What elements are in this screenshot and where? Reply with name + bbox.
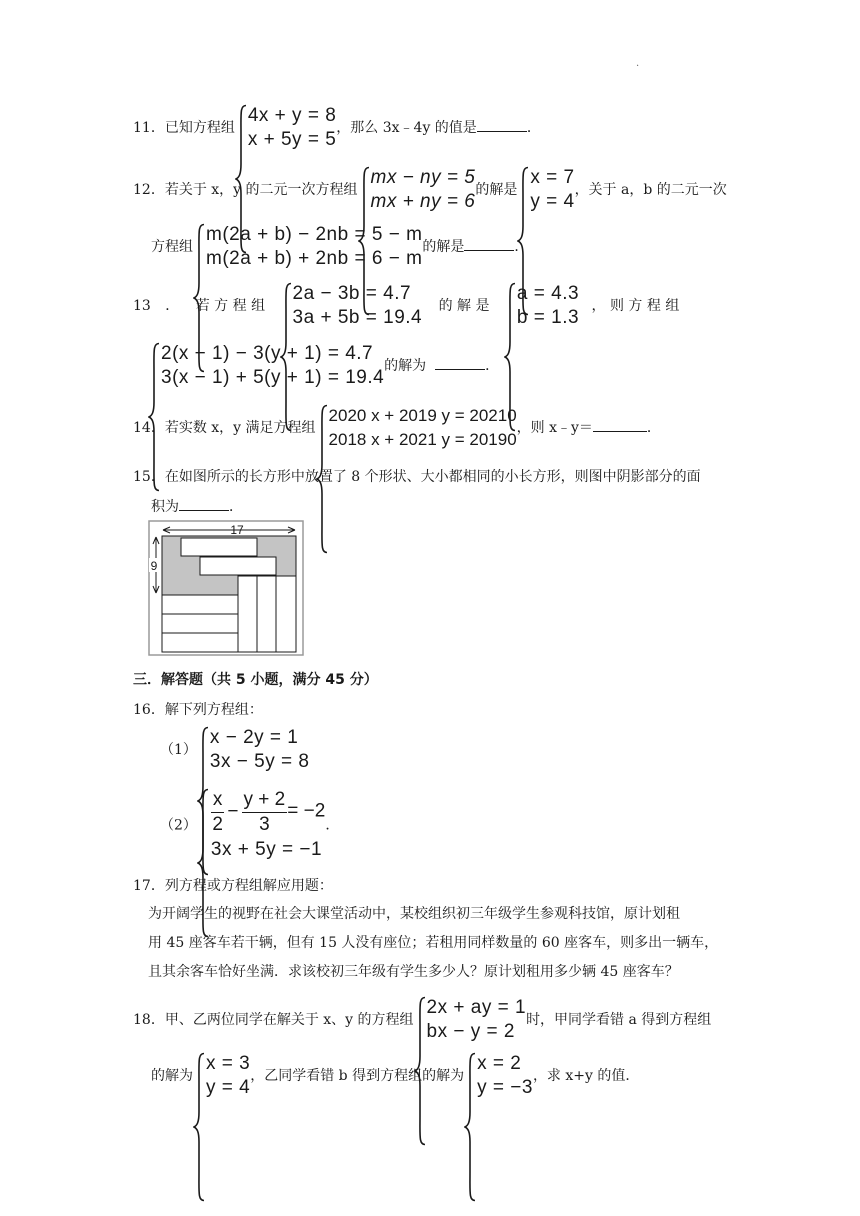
- equation-line: y = 4: [206, 1077, 251, 1098]
- question-12-line2: [151, 223, 528, 271]
- question-text: 在如图所示的长方形中放置了 8 个形状、大小都相同的小长方形，则图中阴影部分的面: [164, 469, 701, 485]
- equation-line: [211, 788, 325, 837]
- question-text: 若 方 程 组: [195, 298, 266, 314]
- question-end: ．: [514, 239, 529, 255]
- question-12: [133, 166, 727, 214]
- question-text: ，乙同学看错 b 得到方程组的解为: [250, 1068, 465, 1084]
- operator: −: [227, 800, 239, 822]
- paragraph-line: 用 45 座客车若干辆，但有 15 人没有座位；若租用同样数量的 60 座客车，则多出一辆车，: [148, 935, 719, 951]
- paragraph-line: 且其余客车恰好坐满．求该校初三年级有学生多少人？原计划租用多少辆 45 座客车？: [148, 964, 679, 980]
- question-text: ，求 x+y 的值．: [532, 1068, 640, 1084]
- question-18: [133, 996, 711, 1044]
- rectangle-figure: [148, 520, 304, 656]
- solution-system: [464, 1052, 533, 1100]
- equation-system: [280, 282, 423, 330]
- equation-line: b = 1.3: [516, 307, 580, 328]
- solution-system: [504, 282, 579, 330]
- question-text: 的解为: [151, 1068, 193, 1084]
- equation-system: [197, 788, 325, 863]
- question-number: 15．: [133, 469, 165, 485]
- question-text: ，那么 3x﹣4y 的值是: [336, 120, 477, 136]
- question-text: 时，甲同学看错 a 得到方程组: [526, 1012, 712, 1028]
- answer-blank[interactable]: [477, 119, 527, 132]
- equation-system: [148, 342, 384, 390]
- question-17: [133, 875, 333, 895]
- equation-system: [414, 996, 527, 1044]
- question-text: 甲、乙两位同学在解关于 x、y 的方程组: [164, 1012, 414, 1028]
- question-text: ， 则 方 程 组: [591, 298, 680, 314]
- question-number: 13: [133, 298, 151, 314]
- equation-line: x = 2: [477, 1053, 522, 1074]
- small-rectangle: [276, 576, 296, 652]
- equation-line: 4x + y = 8: [247, 105, 337, 126]
- question-end: ．: [229, 499, 243, 515]
- question-16: [133, 699, 263, 719]
- small-rectangle: [238, 576, 257, 652]
- equation-line: 2x + ay = 1: [426, 997, 527, 1018]
- equation-line: 2020 x + 2019 y = 20210: [328, 406, 517, 425]
- question-text: 解下列方程组：: [164, 702, 263, 718]
- question-text: 若实数 x，y 满足方程组: [164, 420, 316, 436]
- answer-blank[interactable]: [464, 238, 514, 251]
- question-number: 14．: [133, 420, 165, 436]
- equation-line: x − 2y = 1: [209, 727, 299, 748]
- equation-system: [235, 104, 336, 152]
- question-number: 11．: [133, 120, 165, 136]
- equation-line: mx − ny = 5: [370, 167, 476, 188]
- equation-line: 2a − 3b = 4.7: [292, 283, 412, 304]
- brace-icon: [464, 1052, 476, 1202]
- question-text: 的解是: [475, 182, 518, 198]
- question-15-line2: [151, 496, 243, 516]
- question-text: 方程组: [151, 239, 193, 255]
- equation-line: a = 4.3: [516, 283, 580, 304]
- question-number: 17．: [133, 878, 165, 894]
- equation-line: 3a + 5b = 19.4: [292, 307, 423, 328]
- question-11: [133, 104, 541, 152]
- question-text: ，关于 a，b 的二元一次: [574, 182, 727, 198]
- question-13: [133, 282, 679, 330]
- equation-line: bx − y = 2: [426, 1021, 515, 1042]
- equation-line: 3x − 5y = 8: [209, 751, 310, 772]
- equation-line: mx + ny = 6: [370, 191, 476, 212]
- solution-system: [193, 1052, 250, 1100]
- equation-system: [316, 404, 517, 452]
- question-15: [133, 466, 701, 486]
- section-title: 三．解答题（共 5 小题，满分 45 分）: [133, 672, 378, 688]
- equation-line: x = 7: [530, 167, 575, 188]
- equation-system: [193, 223, 422, 271]
- denominator: 2: [212, 814, 223, 835]
- equation-system: [197, 726, 310, 774]
- equation-line: 3(x − 1) + 5(y + 1) = 19.4: [161, 367, 385, 388]
- rhs: = −2: [287, 800, 326, 822]
- question-text: ，则 x﹣y＝: [516, 420, 593, 436]
- part-label: （2）: [160, 817, 197, 834]
- question-text: 的解为: [384, 358, 427, 374]
- part-label: （1）: [160, 742, 197, 758]
- question-number: 16．: [133, 702, 165, 718]
- fraction: [211, 788, 225, 837]
- brace-icon: [193, 1052, 205, 1202]
- question-text: 已知方程组: [164, 120, 235, 136]
- solution-system: [517, 166, 574, 214]
- question-18-line2: [151, 1052, 639, 1100]
- equation-line: x = 3: [206, 1053, 251, 1074]
- question-text: 积为: [151, 499, 179, 515]
- equation-line: 3x + 5y = −1: [210, 839, 323, 860]
- question-end: ．: [485, 358, 500, 374]
- fraction: [242, 788, 288, 837]
- question-13-line2: [148, 342, 499, 390]
- question-text: 的解是: [422, 239, 465, 255]
- small-rectangle: [257, 576, 276, 652]
- question-end: ．: [526, 120, 541, 136]
- small-rectangle: [162, 595, 238, 614]
- question-17-body: [148, 900, 738, 987]
- question-dot: ．: [165, 298, 180, 314]
- small-rectangle: [162, 614, 238, 633]
- equation-system: [358, 166, 476, 214]
- equation-line: y = 4: [530, 191, 575, 212]
- question-number: 18．: [133, 1012, 165, 1028]
- equation-line: 2(x − 1) − 3(y + 1) = 4.7: [161, 343, 374, 364]
- equation-line: m(2a + b) + 2nb = 6 − m: [206, 248, 423, 269]
- question-text: 列方程或方程组解应用题：: [164, 878, 333, 894]
- header-mark: .: [636, 58, 640, 69]
- numerator: y + 2: [242, 788, 288, 813]
- answer-blank[interactable]: [435, 357, 485, 370]
- denominator: 3: [259, 814, 270, 835]
- answer-blank[interactable]: [179, 498, 229, 511]
- question-16-part1: [160, 726, 309, 774]
- question-text: 若关于 x，y 的二元一次方程组: [164, 182, 358, 198]
- question-number: 12．: [133, 182, 165, 198]
- equation-line: 2018 x + 2021 y = 20190: [328, 430, 517, 449]
- paragraph-line: 为开阔学生的视野在社会大课堂活动中，某校组织初三年级学生参观科技馆，原计划租: [148, 906, 680, 922]
- equation-line: x + 5y = 5: [247, 129, 337, 150]
- question-text: 的 解 是: [438, 298, 490, 314]
- equation-line: m(2a + b) − 2nb = 5 − m: [206, 224, 423, 245]
- question-14: [133, 404, 661, 452]
- question-end: ．: [325, 817, 340, 834]
- small-rectangle: [162, 633, 238, 652]
- height-label: 9: [150, 559, 158, 573]
- question-16-part2: [160, 788, 339, 863]
- numerator: x: [211, 788, 225, 813]
- small-rectangle: [181, 538, 257, 556]
- question-end: ．: [646, 420, 661, 436]
- equation-line: y = −3: [477, 1077, 533, 1098]
- small-rectangle: [200, 557, 276, 575]
- answer-blank[interactable]: [593, 419, 647, 432]
- width-label: 17: [230, 523, 244, 537]
